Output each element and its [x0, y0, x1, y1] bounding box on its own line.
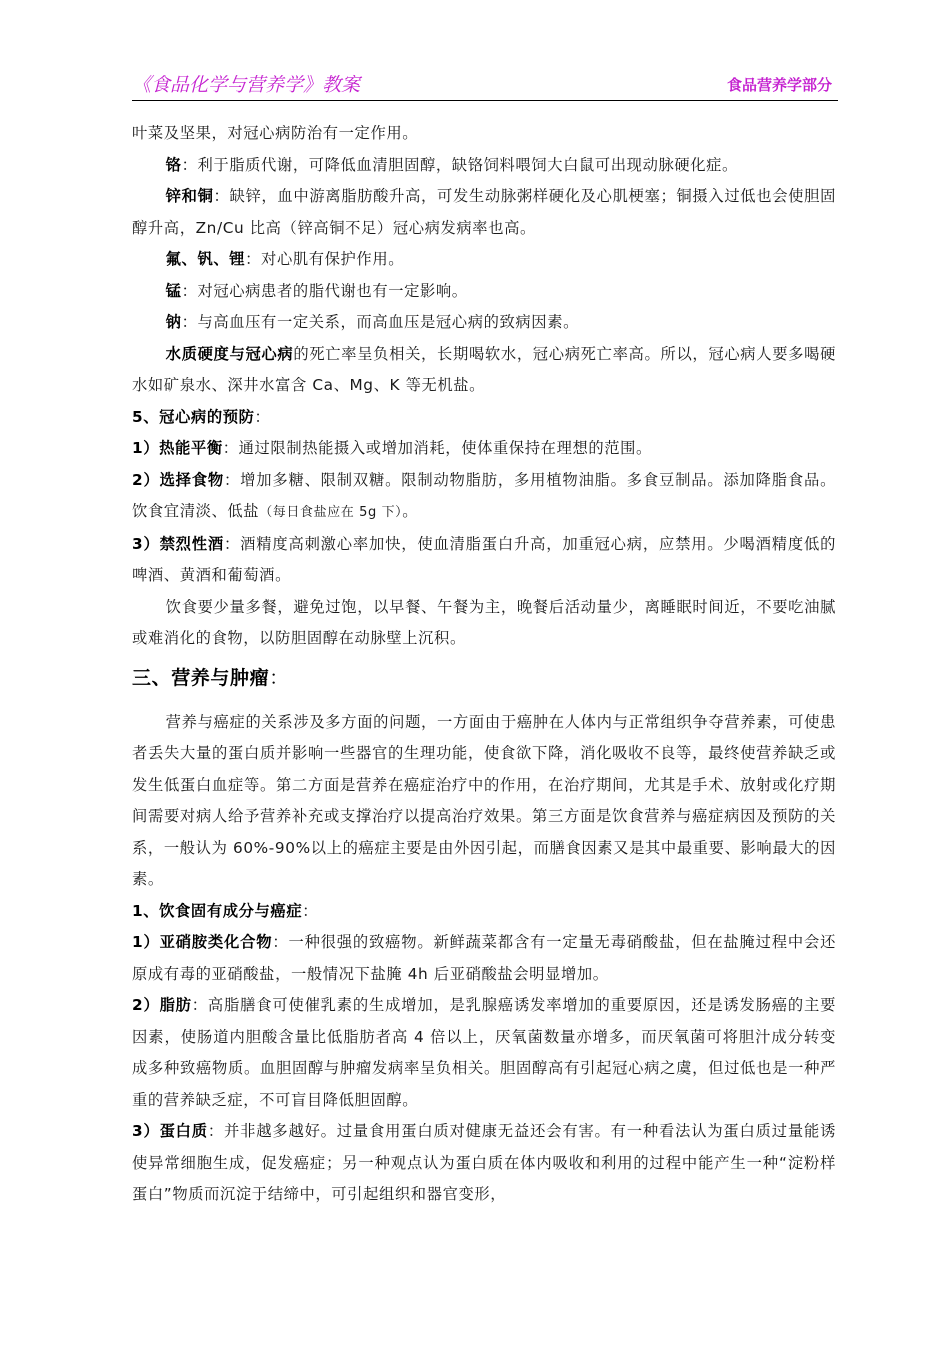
- paragraph-sodium: 钠：与高血压有一定关系，而高血压是冠心病的致病因素。: [165, 313, 579, 331]
- header-section: 食品营养学部分: [726, 76, 832, 94]
- paragraph-water-hardness: 水质硬度与冠心病的死亡率呈负相关，长期喝软水，冠心病死亡率高。所以，冠心病人要多喝硬水如矿泉水、深井水富含 Ca、Mg、K 等无机盐。: [132, 344, 836, 394]
- term-label: 水质硬度与冠心病: [165, 344, 294, 363]
- term-label: 锰: [165, 281, 182, 300]
- paragraph-chromium: 铬：利于脂质代谢，可降低血清胆固醇，缺铬饲料喂饲大白鼠可出现动脉硬化症。: [165, 155, 738, 174]
- list-item: 3）蛋白质：并非越多越好。过量食用蛋白质对健康无益还会有害。有一种看法认为蛋白质过量能诱使异常细胞生成，促发癌症；另一种观点认为蛋白质在体内吸收和利用的过程中能产生一种“淀粉样蛋白”物质而沉淀于结缔中，可引起组织和器官变形，: [132, 1122, 836, 1203]
- header-title: 《食品化学与营养学》教案: [132, 74, 361, 96]
- paragraph-diet: 饮食要少量多餐，避免过饱，以早餐、午餐为主，晚餐后活动量少，离睡眠时间近，不要吃油腻或难消化的食物，以防胆固醇在动脉壁上沉积。: [132, 597, 836, 647]
- section-heading-diet-components: 1、饮食固有成分与癌症：: [132, 901, 319, 920]
- list-item: 3）禁烈性酒：酒精度高刺激心率加快，使血清脂蛋白升高，加重冠心病，应禁用。少喝酒精度低的啤酒、黄酒和葡萄酒。: [132, 534, 836, 584]
- section-heading-prevention: 5、冠心病的预防：: [132, 407, 271, 426]
- paragraph-tumor-intro: 营养与癌症的关系涉及多方面的问题，一方面由于癌肿在人体内与正常组织争夺营养素，可使患者丢失大量的蛋白质并影响一些器官的生理功能，使食欲下降，消化吸收不良等，最终使营养缺乏或发生低蛋白血症等。第二方面是营养在癌症治疗中的作用，在治疗期间，尤其是手术、放射或化疗期间需要对病人给予营养补充或支撑治疗以提高治疗效果。第三方面是饮食营养与癌症病因及预防的关系，一般认为 60%-90%以上的癌症主要是由外因引起，而膳食因素又是其中最重要、影响最大的因素。: [132, 712, 836, 888]
- document-body: [132, 118, 836, 1211]
- term-label: 锌和铜: [165, 187, 214, 205]
- paragraph-fluorine: 氟、钒、锂：对心肌有保护作用。: [165, 250, 405, 268]
- paragraph: 叶菜及坚果，对冠心病防治有一定作用。: [132, 124, 419, 142]
- term-label: 氟、钒、锂: [165, 250, 246, 268]
- chapter-heading-tumor: 三、营养与肿瘤：: [132, 666, 289, 689]
- list-item: 2）脂肪：高脂膳食可使催乳素的生成增加，是乳腺癌诱发率增加的重要原因，还是诱发肠癌的主要因素，使肠道内胆酸含量比低脂肪者高 4 倍以上，厌氧菌数量亦增多，而厌氧菌可将胆汁成分转变成多种致癌物质。血胆固醇与肿瘤发病率呈负相关。胆固醇高有引起冠心病之虞，但过低也是一种严重的营养缺乏症，不可盲目降低胆固醇。: [132, 996, 836, 1109]
- list-item: 1）亚硝胺类化合物：一种很强的致癌物。新鲜蔬菜都含有一定量无毒硝酸盐，但在盐腌过程中会还原成有毒的亚硝酸盐，一般情况下盐腌 4h 后亚硝酸盐会明显增加。: [132, 933, 836, 983]
- list-item: 1）热能平衡：通过限制热能摄入或增加消耗，使体重保持在理想的范围。: [132, 439, 652, 457]
- page-header: [132, 68, 838, 101]
- term-label: 钠: [165, 313, 182, 331]
- paragraph-zinc-copper: 锌和铜：缺锌，血中游离脂肪酸升高，可发生动脉粥样硬化及心肌梗塞；铜摄入过低也会使胆固醇升高，Zn/Cu 比高（锌高铜不足）冠心病发病率也高。: [132, 187, 836, 237]
- paragraph-manganese: 锰：对冠心病患者的脂代谢也有一定影响。: [165, 281, 468, 300]
- list-item: 2）选择食物：增加多糖、限制双糖。限制动物脂肪，多用植物油脂。多食豆制品。添加降脂食品。饮食宜清淡、低盐（每日食盐应在 5g 下）。: [132, 470, 836, 520]
- term-label: 铬: [165, 155, 182, 174]
